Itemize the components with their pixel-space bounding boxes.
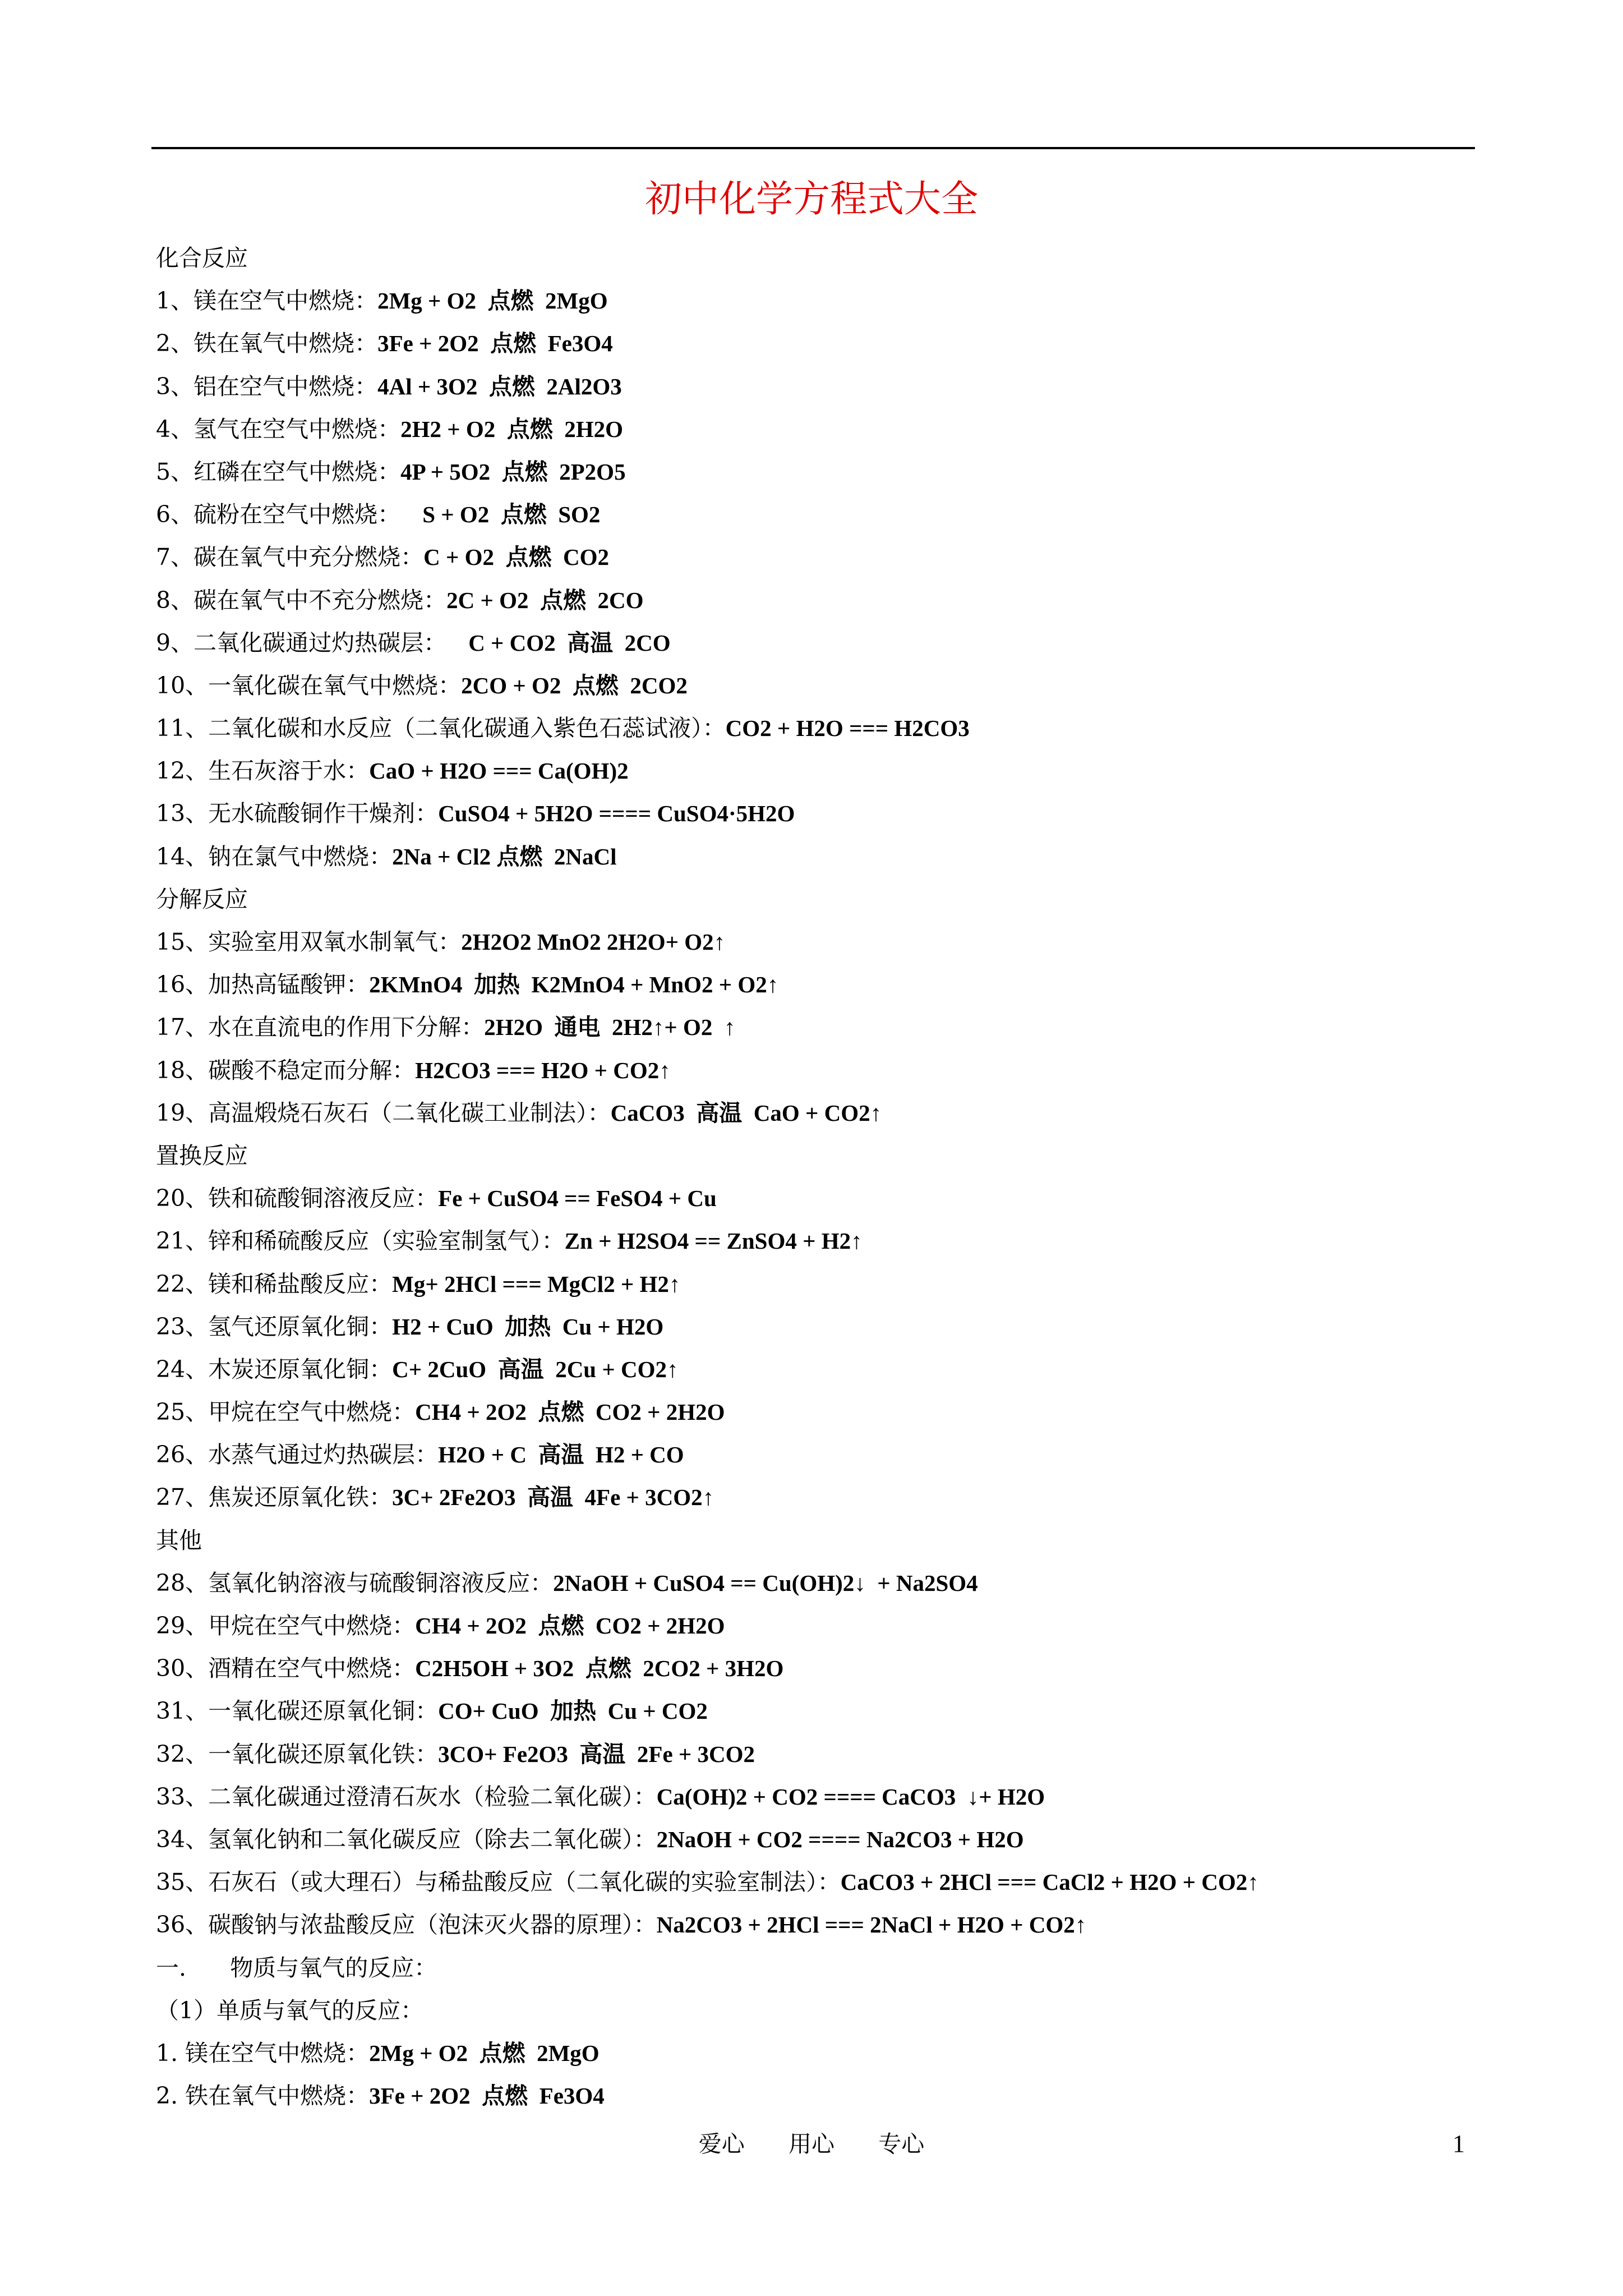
line-label: 24、木炭还原氧化铜：	[156, 1355, 393, 1383]
chemical-equation: 2CO + O2 点燃 2CO2	[461, 672, 688, 698]
line-label: 30、酒精在空气中燃烧：	[156, 1655, 416, 1682]
chemical-equation: CaCO3 高温 CaO + CO2↑	[610, 1099, 882, 1126]
header-rule	[151, 147, 1475, 149]
line-label: 分解反应	[156, 885, 248, 913]
equation-line	[156, 1733, 1479, 1775]
equation-line	[156, 365, 1479, 408]
equation-list	[156, 237, 1479, 2117]
section-heading	[156, 1947, 1479, 1989]
chemical-equation: Zn + H2SO4 == ZnSO4 + H2↑	[564, 1228, 863, 1254]
line-label: 26、水蒸气通过灼热碳层：	[156, 1441, 439, 1469]
chemical-equation: Fe + CuSO4 == FeSO4 + Cu	[438, 1185, 717, 1212]
chemical-equation: H2O + C 高温 H2 + CO	[438, 1442, 684, 1468]
chemical-equation: 2Mg + O2 点燃 2MgO	[369, 2040, 600, 2066]
equation-line	[156, 493, 1479, 536]
line-label: 17、水在直流电的作用下分解：	[156, 1014, 485, 1041]
equation-line	[156, 322, 1479, 365]
chemical-equation: Mg+ 2HCl === MgCl2 + H2↑	[392, 1271, 681, 1297]
equation-line	[156, 1220, 1479, 1262]
equation-line	[156, 749, 1479, 792]
equation-line	[156, 921, 1479, 963]
chemical-equation: 2NaOH + CO2 ==== Na2CO3 + H2O	[656, 1826, 1024, 1852]
chemical-equation: CH4 + 2O2 点燃 CO2 + 2H2O	[415, 1399, 725, 1425]
line-label: 化合反应	[156, 245, 248, 272]
chemical-equation: C2H5OH + 3O2 点燃 2CO2 + 3H2O	[415, 1655, 784, 1682]
line-label: 34、氢氧化钠和二氧化碳反应（除去二氧化碳）：	[156, 1825, 657, 1853]
equation-line	[156, 1305, 1479, 1348]
line-label: 2、铁在氧气中燃烧：	[156, 330, 378, 357]
chemical-equation: 3Fe + 2O2 点燃 Fe3O4	[369, 2083, 605, 2109]
line-label: 15、实验室用双氧水制氧气：	[156, 928, 462, 955]
line-label: 36、碳酸钠与浓盐酸反应（泡沫灭火器的原理）：	[156, 1911, 657, 1939]
chemical-equation: 3CO+ Fe2O3 高温 2Fe + 3CO2	[438, 1741, 755, 1767]
line-label: 25、甲烷在空气中燃烧：	[156, 1398, 416, 1426]
chemical-equation: Na2CO3 + 2HCl === 2NaCl + H2O + CO2↑	[656, 1912, 1087, 1938]
equation-line	[156, 835, 1479, 878]
line-label: 11、二氧化碳和水反应（二氧化碳通入紫色石蕊试液）：	[156, 715, 726, 742]
line-label: 35、石灰石（或大理石）与稀盐酸反应（二氧化碳的实验室制法）：	[156, 1869, 841, 1896]
chemical-equation: 2NaOH + CuSO4 == Cu(OH)2↓ + Na2SO4	[553, 1570, 978, 1596]
equation-line	[156, 1861, 1479, 1903]
equation-line	[156, 1092, 1479, 1134]
page-number: 1	[1453, 2130, 1465, 2157]
equation-line	[156, 1604, 1479, 1647]
section-heading	[156, 1134, 1479, 1177]
chemical-equation: CO+ CuO 加热 Cu + CO2	[438, 1698, 708, 1724]
chemical-equation: 2C + O2 点燃 2CO	[446, 587, 644, 613]
line-label: 3、铝在空气中燃烧：	[156, 372, 378, 400]
chemical-equation: H2CO3 === H2O + CO2↑	[415, 1057, 671, 1083]
line-label: 31、一氧化碳还原氧化铜：	[156, 1697, 439, 1725]
chemical-equation: CuSO4 + 5H2O ==== CuSO4·5H2O	[438, 800, 795, 827]
equation-line	[156, 2032, 1479, 2074]
line-label: 10、一氧化碳在氧气中燃烧：	[156, 671, 462, 699]
equation-line	[156, 1049, 1479, 1092]
line-label: 20、铁和硫酸铜溶液反应：	[156, 1185, 439, 1212]
line-label: 12、生石灰溶于水：	[156, 757, 370, 785]
equation-line	[156, 1903, 1479, 1946]
equation-line	[156, 1348, 1479, 1391]
chemical-equation: 4Al + 3O2 点燃 2Al2O3	[377, 373, 622, 399]
page-footer	[0, 2122, 1623, 2166]
line-label: 1. 镁在空气中燃烧：	[156, 2039, 370, 2067]
chemical-equation: C + CO2 高温 2CO	[468, 629, 671, 656]
chemical-equation: H2 + CuO 加热 Cu + H2O	[392, 1313, 664, 1340]
equation-line	[156, 450, 1479, 493]
section-heading	[156, 1989, 1479, 2032]
line-label: 27、焦炭还原氧化铁：	[156, 1484, 393, 1511]
equation-line	[156, 1647, 1479, 1690]
chemical-equation: 3Fe + 2O2 点燃 Fe3O4	[377, 330, 613, 357]
line-label: （1）单质与氧气的反应：	[156, 1996, 424, 2024]
chemical-equation: 2H2 + O2 点燃 2H2O	[400, 416, 624, 442]
line-label: 5、红磷在空气中燃烧：	[156, 458, 401, 485]
equation-line	[156, 622, 1479, 664]
line-label: 置换反应	[156, 1142, 248, 1169]
line-label: 21、锌和稀硫酸反应（实验室制氢气）：	[156, 1227, 565, 1255]
equation-line	[156, 1391, 1479, 1433]
equation-line	[156, 536, 1479, 578]
line-label: 29、甲烷在空气中燃烧：	[156, 1612, 416, 1639]
equation-line	[156, 2074, 1479, 2117]
chemical-equation: CaO + H2O === Ca(OH)2	[369, 758, 629, 784]
equation-line	[156, 1263, 1479, 1305]
equation-line	[156, 1818, 1479, 1861]
line-label: 一. 物质与氧气的反应：	[156, 1954, 437, 1981]
line-label: 13、无水硫酸铜作干燥剂：	[156, 800, 439, 827]
equation-line	[156, 1690, 1479, 1732]
chemical-equation: C + O2 点燃 CO2	[423, 544, 609, 570]
equation-line	[156, 579, 1479, 622]
line-label: 4、氢气在空气中燃烧：	[156, 415, 401, 443]
line-label: 8、碳在氧气中不充分燃烧：	[156, 586, 447, 614]
equation-line	[156, 1476, 1479, 1519]
chemical-equation: 2Na + Cl2 点燃 2NaCl	[392, 843, 617, 869]
line-label: 28、氢氧化钠溶液与硫酸铜溶液反应：	[156, 1569, 554, 1596]
equation-line	[156, 279, 1479, 322]
equation-line	[156, 664, 1479, 707]
chemical-equation: CaCO3 + 2HCl === CaCl2 + H2O + CO2↑	[840, 1869, 1259, 1895]
chemical-equation: 3C+ 2Fe2O3 高温 4Fe + 3CO2↑	[392, 1484, 714, 1511]
equation-line	[156, 792, 1479, 835]
line-label: 32、一氧化碳还原氧化铁：	[156, 1740, 439, 1768]
equation-line	[156, 1562, 1479, 1604]
line-label: 2. 铁在氧气中燃烧：	[156, 2082, 370, 2110]
line-label: 33、二氧化碳通过澄清石灰水（检验二氧化碳）：	[156, 1783, 657, 1810]
chemical-equation: 4P + 5O2 点燃 2P2O5	[400, 458, 626, 485]
line-label: 1、镁在空气中燃烧：	[156, 287, 378, 315]
line-label: 22、镁和稀盐酸反应：	[156, 1270, 393, 1297]
chemical-equation: C+ 2CuO 高温 2Cu + CO2↑	[392, 1356, 679, 1382]
equation-line	[156, 1775, 1479, 1818]
equation-line	[156, 408, 1479, 450]
page-title: 初中化学方程式大全	[645, 177, 978, 220]
chemical-equation: 2KMnO4 加热 K2MnO4 + MnO2 + O2↑	[369, 972, 779, 998]
section-heading	[156, 237, 1479, 279]
line-label: 7、碳在氧气中充分燃烧：	[156, 544, 424, 571]
line-label: 19、高温煅烧石灰石（二氧化碳工业制法）：	[156, 1099, 611, 1126]
footer-slogan: 爱心 用心 专心	[698, 2131, 925, 2157]
equation-line	[156, 963, 1479, 1006]
line-label: 14、钠在氯气中燃烧：	[156, 843, 393, 870]
line-label: 其他	[156, 1526, 202, 1554]
chemical-equation: Ca(OH)2 + CO2 ==== CaCO3 ↓+ H2O	[656, 1783, 1045, 1810]
line-label: 18、碳酸不稳定而分解：	[156, 1056, 416, 1084]
line-label: 6、硫粉在空气中燃烧：	[156, 501, 423, 528]
chemical-equation: CH4 + 2O2 点燃 CO2 + 2H2O	[415, 1613, 725, 1639]
line-label: 9、二氧化碳通过灼热碳层：	[156, 629, 469, 656]
section-heading	[156, 1519, 1479, 1562]
equation-line	[156, 1177, 1479, 1220]
chemical-equation: S + O2 点燃 SO2	[422, 501, 601, 528]
line-label: 16、加热高锰酸钾：	[156, 971, 370, 999]
equation-line	[156, 1006, 1479, 1048]
line-label: 23、氢气还原氧化铜：	[156, 1313, 393, 1340]
chemical-equation: 2Mg + O2 点燃 2MgO	[377, 288, 608, 314]
equation-line	[156, 707, 1479, 749]
equation-line	[156, 1433, 1479, 1476]
section-heading	[156, 878, 1479, 921]
chemical-equation: CO2 + H2O === H2CO3	[725, 715, 970, 742]
chemical-equation: 2H2O2 MnO2 2H2O+ O2↑	[461, 929, 726, 955]
chemical-equation: 2H2O 通电 2H2↑+ O2 ↑	[484, 1014, 736, 1041]
